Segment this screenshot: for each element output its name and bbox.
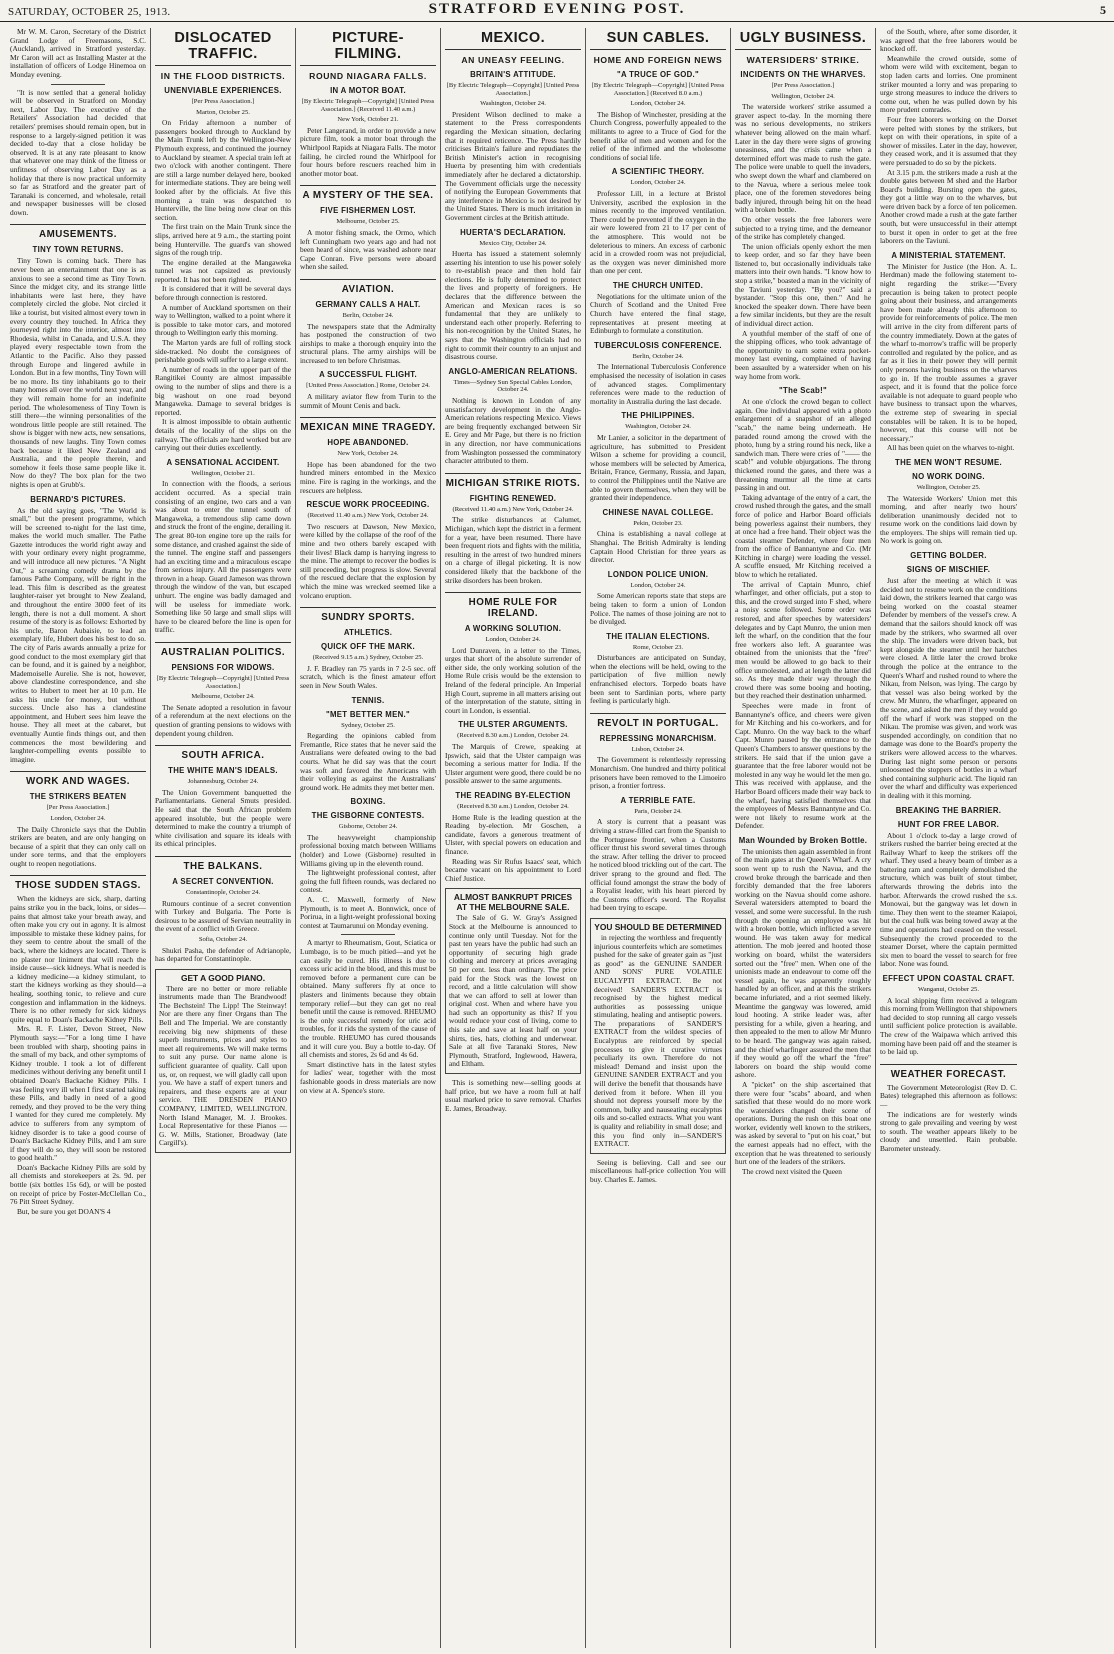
subheading: WATERSIDERS' STRIKE. [746, 55, 860, 65]
section-heading: WORK AND WAGES. [10, 771, 146, 787]
article-text: In connection with the floods, a serious accident occurred. As a special train consisting of an engine, two cars and a van was about to enter the tunnel south of Mangaweka, a tremendous slip came down and struck the front of the engine, derailing it. The great 80-ton engine tore up the rails for some distance, and crashed against the side of the tunnel. The engine staff and passengers had an exciting time and a miraculous escape from serious injury. All the passengers were thrown in a heap. Guard Jameson was thrown through the window of the van, but escaped unhurt. The engine was badly damaged and will be useless for immediate work. Something like 50 large and small slips will have to be cleared before the line is open for traffic. [155, 479, 291, 635]
subheading: Man Wounded by Broken Bottle. [738, 835, 868, 845]
article-text: Speeches were made in front of Bannantyne's office, and cheers were given for Mr Kitching and his co-workers, and for Capt. Munro. On the way back to the wharf Capt. Munro paused by the entrance to the Queen's Chambers to answer questions by the strikers. He said that if the union gave a guarantee that the free laborer would not be molested in any way he would let the men go. This was received with applause, and the Harbor Board officers made their way back to the wharf, having satisfied themselves that the employees of Messrs Bannantyne and Co. were not likely to resume work at the Defender. [735, 700, 871, 831]
article-text: It is considered that it will be several days before through connection is restored. [155, 284, 291, 303]
press-credit: [Per Press Association.] [771, 82, 835, 89]
subheading: REPRESSING MONARCHISM. [599, 733, 717, 743]
subheading: THE PHILIPPINES. [621, 411, 695, 421]
article-text: On Friday afternoon a number of passengers booked through to Auckland by the Main Trunk left by the Wellington-New Plymouth express, and continued the journey to Auckland by steamer. A special train left at two o'clock with another contingent. There are still a large number delayed here, booked for intermediate stations. They are being well looked after by the officials. At five this morning a train was despatched to Hunterville, the line being now clear on this section. [155, 118, 291, 222]
article-text: Home Rule is the leading question at the Reading by-election. Mr Goschen, a candidate, favors a generous treatment of Ulster, with special powers on education and finance. [445, 812, 581, 856]
dateline: Mexico City, October 24. [479, 239, 547, 247]
subheading: THE ITALIAN ELECTIONS. [606, 631, 710, 641]
dateline: Wanganui, October 25. [918, 986, 979, 993]
press-credit: [Per Press Association.] [191, 98, 255, 105]
subheading: THE GISBORNE CONTESTS. [311, 811, 425, 821]
article-text: Meanwhile the crowd outside, some of whom were wild with excitement, began to stop laden carts and lorries. One prominent striker mounted a lorry and was preparing to urge strong measures to induce the drivers to come out, when he was pulled down by his more prudent comrades. [880, 53, 1017, 115]
subheading: EFFECT UPON COASTAL CRAFT. [882, 974, 1015, 983]
article-text: Rumours continue of a secret convention with Turkey and Bulgaria. The Porte is desirous to be assured of Servian neutrality in the event of a conflict with Greece. [155, 898, 291, 934]
article-text: China is establishing a naval college at Shanghai. The British Admiralty is lending Captain Hood Christian for three years as director. [590, 529, 726, 565]
sanders-extract-advert [590, 918, 726, 1154]
subheading: NO WORK DOING. [912, 471, 985, 481]
article-text: The newspapers state that the Admiralty has postponed the construction of two airships to make a thorough enquiry into the structural plans. The army airships will be increased to ten before Christmas. [300, 321, 436, 365]
subheading: THE CHURCH UNITED. [612, 280, 704, 290]
article-text: On other vessels the free laborers were subjected to a trying time, and the demeanor of the strike has completely changed. [735, 214, 871, 242]
article-text: President Wilson declined to make a statement to the Press correspondents regarding the Mexican situation, declaring that it required reticence. The Press hardily criticises Britain's failure and repudiates the British Minister's action in recognising Huerta by presenting him with credentials immediately after he declared a dictatorship. The Government officials urge the necessity of notifying the European Governments that any interference in Mexico is not desired by the United States. There is much irritation in Government circles at the British attitude. [445, 109, 581, 222]
article-text: of the South, where, after some disorder, it was agreed that the free laborers would be knocked off. [880, 28, 1017, 54]
subheading: BERNARD'S PICTURES. [30, 494, 126, 504]
melbourne-sale-advert [445, 888, 581, 1074]
article-text: At one o'clock the crowd began to collect again. One individual appeared with a photo enlargement of a snapshot of an alleged "scab," the name being underneath. He paraded round among the crowd with the photo, hung by a string round his neck, like a sandwich man. There were cries of "—— the scab!" and voluble objurgations. The throng thickened round the gates, and there was a threatening murmur all the time at carts passing in and out. [735, 397, 871, 493]
subheading: LONDON POLICE UNION. [607, 569, 709, 579]
article-text: The arrival of Captain Munro, chief wharfinger, and other officials, put a stop to this, and the crowd surged into F shed, where a noisy scene followed. Some order was restored, and after speeches by watersiders' delegates and by Capt Munro, the union men left the wharf, on the condition that the four free workers also left. A guarantee was obtained from the unionists that the "free" men would be allowed to go back to their office unmolested, and at length the latter did so. As they made their way through the crowd there was some booing and hooting, but they reached their destination unharmed. [735, 579, 871, 701]
subheading: "A TRUCE OF GOD." [617, 70, 699, 79]
subheading: FIGHTING RENEWED. [469, 493, 557, 503]
subheading: RESCUE WORK PROCEEDING. [306, 500, 430, 510]
section-heading: WEATHER FORECAST. [880, 1064, 1017, 1080]
dateline: Wellington, October 25. [916, 483, 981, 491]
column-5 [586, 28, 731, 1648]
headline: SUN CABLES. [590, 30, 726, 50]
section-heading: AVIATION. [300, 279, 436, 295]
subheading: PENSIONS FOR WIDOWS. [171, 663, 275, 673]
subheading: GETTING BOLDER. [910, 551, 987, 561]
article-text: The Daily Chronicle says that the Dublin strikers are beaten, and are only hanging on because of a spirit that they can only call on under sore terms, and that the employers ought to reopen negotiations. [10, 824, 146, 868]
article-text: Hope has been abandoned for the two hundred miners entombed in the Mexico mine. Fire is raging in the workings, and the rescuers are helpless. [300, 459, 436, 495]
advert-text: But, be sure you get DOAN'S 4 [17, 1206, 111, 1216]
subheading: ATHLETICS. [343, 628, 393, 638]
dateline: Melbourne, October 25. [336, 218, 400, 226]
column-1 [6, 28, 151, 1648]
article-text: The heavyweight championship professional boxing match between Williams (holder) and Lowe (Gisborne) resulted in Williams giving up in the eleventh round. [300, 832, 436, 868]
subheading: A TERRIBLE FATE. [620, 795, 696, 805]
subheading: THE STRIKERS BEATEN [29, 792, 127, 802]
divider [341, 934, 395, 935]
headline: MEXICO. [445, 30, 581, 50]
column-6 [731, 28, 876, 1648]
article-text: A. C. Maxwell, formerly of New Plymouth, is to meet A. Bonnwick, once of Porirua, in a light-weight professional boxing contest at Taumarunui on Monday evening. [300, 895, 436, 930]
section-heading: A MYSTERY OF THE SEA. [300, 185, 436, 201]
article-text: The Government is relentlessly repressing Monarchism. One hundred and thirty political prisoners have been removed to the Limoeiro prison, a frontier fortress. [590, 755, 726, 791]
article-text: The union officials openly exhort the men to keep order, and so far they have been listened to, but occasionally individuals take matters into their own hands. "I know how to stop a strike," boasted a man in the vicinity of the Taviuni yesterday. "By you?" said a bystander. "Stop this one, then." And he knocked the speaker down. There have been a few similar incidents, but they are the result of individual direct action. [735, 241, 871, 329]
dateline: Lisbon, October 24. [631, 745, 685, 753]
article-text: Four free laborers working on the Dorset were pelted with stones by the strikers, but kept on with their operations, in spite of a shower of missiles. Later in the day, however, they ceased work, and it is assumed that they were persuaded to do so by the pickets. [880, 114, 1017, 167]
article-text: Taking advantage of the entry of a cart, the crowd rushed through the gates, and the small force of police and Harbor Board officials being powerless against their numbers, they at once had a free hand. Their object was the coastal steamer Defender, where four men from the office of Bannantyne and Co. (Mr Kitching in charge) were loading the vessel. A scuffle ensued, Mr Kitching received a blow to which he retaliated. [735, 492, 871, 580]
advert-text: Seeing is believing. Call and see our miscellaneous half-price collection You will buy. Charles E. James. [590, 1157, 726, 1184]
subheading: QUICK OFF THE MARK. [320, 642, 416, 652]
subheading: BOXING. [350, 797, 386, 807]
article-text: A youthful member of the staff of one of the shipping offices, who took advantage of the opportunity to earn some extra pocket-money last evening, complained of having been assaulted by a watersider when on his way home from work. [735, 328, 871, 381]
masthead [0, 0, 1114, 22]
advert-text: The Sale of G. W. Gray's Assigned Stock at the Melbourne is announced to continue only until Tuesday. Not for the past ten years have the public had such an opportunity of securing high grade clothing and mercery at prices averaging 50 per cent. less than ordinary. The price paid for the Stock was the lowest on record, and a little calculation will show that we can afford to sell at lower than original cost. When and where have you had such an opportunity as this? If you would reduce your cost of living, come to this sale and save at least half on your shirts, ties, hats, clothing and underwear. Sale at all five Taranaki Stores, New Plymouth, Stratford, Inglewood, Hawera, and Eltham. [449, 913, 577, 1069]
section-heading: AUSTRALIAN POLITICS. [155, 642, 291, 658]
dateline: Wellington, October 21. [191, 469, 255, 477]
section-heading: THE BALKANS. [155, 856, 291, 872]
article-text: Shukri Pasha, the defender of Adrianople, has departed for Constantinople. [155, 945, 291, 964]
press-credit: [By Electric Telegraph—Copyright] [United Press Association.] [156, 675, 290, 690]
article-text: The Government Meteorologist (Rev D. C. Bates) telegraphed this afternoon as follows:— [880, 1082, 1017, 1109]
advert-text: There are no better or more reliable instruments made than The Brandwood! The Bechstein! The Lipp! The Steinway! Nor are there any finer Organs than The Bell and The Imperial. We are constantly receiving big new shipments of these superb instruments, prices and styles to meet all requirements. We will make terms to suit any purse. Our name alone is sufficient guarantee of quality. Call upon us, or, on request, we will gladly call upon you. We have a staff of expert tuners and repairers, and these experts are at your service. THE DRESDEN PIANO COMPANY, LIMITED, WELLINGTON. North Island Manager, M. J. Brookes. Local Representative for these Pianos —G. W. Mills, Stationer, Broadway (late Cargill's). [159, 983, 287, 1148]
subheading: GERMANY CALLS A HALT. [315, 299, 421, 309]
article-text: "It is now settled that a general holiday will be observed in Stratford on Monday next, Labor Day. The executive of the Retailers' Association had decided that retailers' premises should remain open, but in response to a largely-signed petition it was decided to-day that a close holiday be observed. It is at any rate pleasant to know that whatever one may think of the fitness or unfitness of observing Labor Day as a holiday that there is now practical unformity so far as Stratford and the greater part of Taranaki is concerned, and wholesale, retail and newspaper businesses will be closed down. [10, 87, 146, 217]
dateline: Melbourne, October 24. [191, 693, 255, 701]
article-text: The Minister for Justice (the Hon. A. L. Herdman) made the following statement to-night regarding the strike:—"Every precaution is being taken to protect people going about their business, and arrangements have been made already this afternoon to provide for reinforcements of police. The men will arrive in the city from different parts of the country immediately. Down at the gates of the wharf to-morrow's traffic will be properly controlled and regulated by the police, and as far as it lies in their power they will permit only persons having business on the wharves to go in. If the trouble assumes a graver aspect, and it is found that the police force available is not adequate to guard people who have business to transact upon the wharves, the extreme step of swearing in special constables will be taken. It is to be hoped, however, that this course will not be necessary." [880, 261, 1017, 443]
subheading: A WORKING SOLUTION. [464, 624, 562, 634]
subheading: ANGLO-AMERICAN RELATIONS. [448, 366, 578, 376]
dateline: Gisborne, October 24. [338, 823, 398, 831]
divider [51, 84, 105, 85]
subheading: A MINISTERIAL STATEMENT. [891, 250, 1006, 260]
article-text: About 1 o'clock to-day a large crowd of strikers rushed the barrier being erected at the Railway Wharf to keep the strikers off the wharf. They used a heavy beam of timber as a battering ram and completely demolished the structure, which was built of stout timber, afterwards throwing the debris into the harbor. Afterwards the crowd rushed the s.s. Monowai, but the gangway was let down in time. They then went to the steamer Kaiapoi, but the coal hulk was being towed away at the time and operations had ceased on the vessel. Subsequently the crowd proceeded to the steamer Dorset, where the captain permitted six men to board the vessel to search for free labor. None was found. [880, 830, 1017, 969]
article-text: The Marquis of Crewe, speaking at Ipswich, said that the Ulster campaign was becoming a serious matter for India. If the Ulster argument were good, there could be no possible answer to the same arguments. [445, 742, 581, 786]
subheading: HUERTA'S DECLARATION. [460, 227, 566, 237]
dateline: Paris, October 24. [634, 807, 682, 815]
subheading: THE MEN WON'T RESUME. [895, 457, 1002, 467]
dateline: Constantinople, October 24. [185, 888, 261, 896]
advert-text: in rejecting the worthless and frequently injurious counterfeits which are sometimes pushed for the sake of greater gain as "just as good" as the GENUINE SANDER AND SONS' PURE VOLATILE EUCALYPTI EXTRACT. Be not deceived! SANDER'S EXTRACT is recognised by the highest medical authorities as possessing unique stimulating, healing and antiseptic powers. The preparations of SANDER'S EXTRACT from the wildest species of Eucalyptus are reinforced by special processes to give it curative virtues peculiarly its own. Therefore do not mislead! Demand and insist upon the GENUINE SANDER EXTRACT and you will derive the benefit that thousands have derived from it before. When ill you should not depress yourself more by the common, bulky and nauseating eucalyptus oils and so-called extracts. What you want is quality and reliability in small dose; and this you find only in—SANDER'S EXTRACT. [594, 932, 722, 1149]
article-text: The International Tuberculosis Conference emphasised the necessity of isolation in cases of advanced stages. Complimentary references were made to the reduction of mortality in Australia during the last decade. [590, 362, 726, 406]
issue-date: SATURDAY, OCTOBER 25, 1913. [8, 6, 171, 18]
subheading: SIGNS OF MISCHIEF. [906, 565, 991, 575]
subheading: IN A MOTOR BOAT. [330, 86, 406, 95]
headline: PICTURE-FILMING. [300, 30, 436, 66]
section-heading: HOME RULE FOR IRELAND. [445, 592, 581, 619]
dateline: Berlin, October 24. [342, 311, 394, 319]
article-text: The Waterside Workers' Union met this morning, and after nearly two hours' deliberation unanimously decided not to resume work on the conditions laid down by the employers. The ships will remain tied up. No work is going on. [880, 493, 1017, 546]
subheading: "MET BETTER MEN." [326, 709, 410, 719]
subheading: INCIDENTS ON THE WHARVES. [740, 70, 866, 79]
subheading: THE READING BY-ELECTION [455, 791, 571, 800]
dateline: New York, October 24. [337, 450, 399, 458]
headline: UGLY BUSINESS. [735, 30, 871, 50]
article-text: A number of roads in the upper part of the Rangitikei County are almost impassible owing to the number of slips and there is a big washout on one road beyond Mangaweka. Damage to several bridges is reported. [155, 364, 291, 417]
article-text: The lightweight professional contest, after going the full fifteen rounds, was declared no contest. [300, 868, 436, 895]
subheading: IN THE FLOOD DISTRICTS. [160, 71, 286, 81]
press-credit: [Per Press Association.] [46, 804, 110, 812]
subheading: A SECRET CONVENTION. [172, 876, 274, 886]
dateline: London, October 24. [630, 100, 686, 108]
article-text: The Senate adopted a resolution in favour of a referendum at the next elections on the question of granting pensions to widows with dependent young children. [155, 702, 291, 738]
subheading: FIVE FISHERMEN LOST. [320, 206, 416, 216]
subheading: THE ULSTER ARGUMENTS. [458, 720, 568, 730]
section-heading: REVOLT IN PORTUGAL. [590, 713, 726, 729]
section-heading: SUNDRY SPORTS. [300, 607, 436, 623]
article-text: The Marton yards are full of rolling stock side-tracked. No doubt the consignees of perishable goods will suffer to a large extent. [155, 338, 291, 365]
subheading: TENNIS. [351, 695, 385, 705]
subheading: TUBERCULOSIS CONFERENCE. [594, 340, 722, 350]
dateline: Sofia, October 24. [198, 935, 248, 943]
subheading: HOPE ABANDONED. [327, 438, 409, 448]
article-text: A military aviator flew from Turin to the summit of Mount Cenis and back. [300, 392, 436, 410]
section-heading: MICHIGAN STRIKE RIOTS. [445, 473, 581, 489]
dateline: (Received 8.30 a.m.) London, October 24. [457, 803, 569, 810]
article-text: The Bishop of Winchester, presiding at the Church Congress, powerfully appealed to the militants to agree to a Truce of God for the benefit alike of men and women and for the relief of the infirmed and the wholesome conditions of social life. [590, 109, 726, 162]
subheading: HOME AND FOREIGN NEWS [593, 55, 723, 65]
advert-text: When the kidneys are sick, sharp, darting pains strike you in the back, loins, or sides—pains that almost take your breath away, and often make you cry out in agony. It is almost impossible to mistake these kidney pains, for they seem to centre about the small of the back, where the kidneys are located. There is no plaster nor liniment that will reach the inside cause—sick kidneys. What is needed is a kidney medicine—a kidney stimulant, to start the kidneys working as they should—a healing, soothing tonic, to relieve and cure congestion and inflammation in the kidneys. There is no other remedy for sick kidneys quite equal to Doan's Backache Kidney Pills. [10, 894, 146, 1024]
dateline: London, October 24. [630, 179, 686, 187]
advert-text: Doan's Backache Kidney Pills are sold by all chemists and storekeepers at 2s. 9d. per bottle (six bottles 15s 6d), or will be posted on receipt of price by Foster-McClellan Co., 76 Pitt Street Sydney. [10, 1162, 146, 1207]
article-text: The indications are for westerly winds strong to gale prevailing and veering by west to south. The weather appears likely to be cloudy and unsettled. Rain probable. Barometer unsteady. [880, 1109, 1017, 1153]
press-credit: Times—Sydney Sun Special Cables London, October 24. [453, 378, 573, 394]
article-text: Mr W. M. Caron, Secretary of the District Grand Lodge of Freemasons, S.C. (Auckland), arrived in Stratford yesterday. Mr Caron will act as Installing Master at the installation of officers of Lodge Hinemoa on Monday evening. [10, 28, 146, 79]
dateline: London, October 24. [50, 814, 106, 822]
dateline: (Received 9.15 a.m.) Sydney, October 25. [312, 654, 424, 662]
article-text: Mr Lanier, a solicitor in the department of agriculture, has submitted to President Wilson a scheme for providing a council, whose members will be selected by America, Britain, France, Germany, Russia, and Japan, to control the Philippines until the Native are able to govern themselves, when they will be granted their independence. [590, 433, 726, 503]
section-heading: MEXICAN MINE TRAGEDY. [300, 417, 436, 433]
dateline: Wellington, October 24. [771, 92, 835, 100]
dateline: London, October 24. [485, 636, 541, 644]
dateline: (Received 11.40 a.m.) New York, October 24. [307, 512, 429, 520]
article-text: A number of Auckland sportsmen on their way to Wellington, walked to a point where it is possible to take motor cars, and motored through to Wellington early this morning. [155, 302, 291, 338]
article-text: The crowd next visited the Queen [742, 1166, 842, 1176]
article-text: Peter Langerand, in order to provide a new picture film, took a motor boat through the Whirlpool Rapids at Niagara Falls. The motor failing, he circled round the Whirlpool for four hours before rescuers reached him in another motor boat. [300, 125, 436, 178]
dateline: Washington, October 24. [480, 100, 546, 108]
section-heading: AMUSEMENTS. [10, 224, 146, 240]
piano-advert [155, 969, 291, 1153]
dateline: Marton, October 25. [196, 108, 250, 116]
article-text: All has been quiet on the wharves to-night. [887, 443, 1015, 453]
subheading: ROUND NIAGARA FALLS. [309, 71, 427, 81]
column-2 [151, 28, 296, 1648]
article-text: Disturbances are anticipated on Sunday, when the elections will be held, owing to the participation of five million newly enfranchised electors. Torpedo boats have been sent to Sardinian ports, where party feeling is particularly high. [590, 653, 726, 706]
newspaper-title: STRATFORD EVENING POST. [428, 1, 686, 17]
dateline: London, October 24. [630, 581, 686, 589]
section-heading: THOSE SUDDEN STAGS. [10, 875, 146, 891]
subheading: A SENSATIONAL ACCIDENT. [166, 457, 280, 467]
article-text: The unionists then again assembled in front of the main gates at the Queen's Wharf. A cry soon went up to rush the Navua, and the crowd broke through the barricade and then forcibly demanded that the free laborers working on the Navua should come ashore. Several watersiders attempted to board the vessel, and some were successful. In the rush through the opening an employee was hit with a broken bottle, which inflicted a severe wound. He was taken away for medical attention. The mob jeered and hooted those working on board, whilst the watersiders sorted out the "free" men. When one of the unionists made an endeavour to come off the vessel again, he was apparently roughly handled by an officer, and at this the strikers became infuriated, and a riot seemed likely. Meantime the gangway was lowered, amid loud hooting. A strike leader was, after persisting for a while, given a hearing, and then appealed to the men to allow Mr Munro to be heard. The gangway was again raised, and the chief wharfinger assured the men that if they would go off the wharf the "free" laborers on board the ship would come ashore. [735, 846, 871, 1080]
article-text: The Union Government banquetted the Parliamentarians. General Smuts presided. He said that the South African problem appeared insoluble, but the people were determined to make the country a triumph of white civilisation and square its ideals with its ethical principles. [155, 787, 291, 849]
subheading: BRITAIN'S ATTITUDE. [470, 70, 556, 79]
article-text: Tiny Town is coming back. There has never been an entertainment that one is as anxious to see a second time as Tiny Town. Since the midget city, and its strange little inhabitants were last here, they have completely circled the globe. Not circled it like a tourist, but visited almost every town in every country they touched. In Africa they journeyed right into the interior, almost into Rhodesia, whilst in Canada, and U.S.A. they played every respectable town from the Atlantic to the Pacific. Also they passed through Europe and lingered awhile in London. But in a few months, Tiny Town will be no more. Its tiny inhabitants go to their many homes all over the world next year, and they will remain home for an indefinite period. The wholesomeness of Tiny Town is still there—the winning personalities of the wondrous little people are still retained. The show is bigger with new acts, new sensations, thousands of new laughs. Tiny Town comes back because it liked New Zealand and Australia, and the people therein, and somehow it feels those same people like it. Now do they? The box plan for the two nights is open at Grubb's. [10, 256, 146, 489]
article-text: Nothing is known in London of any unsatisfactory development in the Anglo-American relations respecting Mexico. Views are being frequently exchanged between Sir E. Grey and Mr Page, but there is no friction in any direction, nor have communications from Washington possessed the comminatory character attributed to them. [445, 396, 581, 466]
subheading: HUNT FOR FREE LABOR. [897, 819, 1000, 829]
dateline: (Received 8.30 a.m.) London, October 24. [457, 732, 569, 740]
press-credit: [United Press Association.] Rome, October 24. [306, 382, 430, 390]
article-text: It is almost impossible to obtain authentic details of the locality of the slips on the railway. The officials are hard worked but are carrying out their duties excellently. [155, 417, 291, 453]
headline: DISLOCATED TRAFFIC. [155, 30, 291, 66]
page-number: 5 [1100, 3, 1106, 17]
dateline: Pekin, October 23. [633, 519, 683, 527]
article-text: The engine derailed at the Mangaweka tunnel was not capsized as previously reported. It has not been righted. [155, 257, 291, 284]
article-text: J. F. Bradley ran 75 yards in 7 2-5 sec. off scratch, which is the finest amateur effort seen in New South Wales. [300, 663, 436, 690]
article-text: A motor fishing smack, the Ormo, which left Cunningham two years ago and had not been heard of since, was washed ashore near Cape Conran. Five persons were aboard when she sailed. [300, 227, 436, 272]
subheading: "The Scab!" [779, 386, 827, 396]
article-text: Some American reports state that steps are being taken to form a union of London Police. The names of those joining are not to be divulged. [590, 591, 726, 627]
article-text: Huerta has issued a statement solemnly asserting his intention to use his power solely to re-establish peace and then hold fair elections. He is fully determined to protect the lives and property of foreigners. He declares that the difference between the American and Mexican races is so fundamental that they are unlikely to understand each other properly. Referring to his non-recognition by the United States, he says that the Washington officials had no right to commit their country to an unjust and disastrous course. [445, 249, 581, 362]
article-text: The first train on the Main Trunk since the slips, arrived here at 9 a.m., the starting point being Hunterville. The guard's van showed signs of the rough trip. [155, 222, 291, 258]
press-credit: [By Electric Telegraph—Copyright] [United Press Association.] (Received 8.0 a.m.) [591, 82, 725, 97]
advert-heading: GET A GOOD PIANO. [180, 972, 266, 983]
advert-heading: YOU SHOULD BE DETERMINED [594, 921, 722, 932]
subheading: A SUCCESSFUL FLIGHT. [319, 370, 417, 380]
article-text: Professor Lill, in a lecture at Bristol University, ascribed the explosion in the mines recently to the improved ventilation. There could be prevented if the oxygen in the air were lowered from 21 to 17 per cent of the atmosphere. This would not be deleterious to miners. An excess of carbonic acid in a crowded room was not prejudicial, as the oxygen was never diminished more than one per cent. [590, 188, 726, 276]
advert-heading: ALMOST BANKRUPT PRICES AT THE MELBOURNE SALE. [453, 892, 573, 913]
article-text: Regarding the opinions cabled from Fremantle, Rice states that he never said the Australians were defeated owing to the bad courts. What he did say was that the court was soft and favored the Americans with their volleying as against the Australians' ground work. He admits they met better men. [300, 731, 436, 792]
advert-text: Smart distinctive hats in the latest styles for ladies' wear, together with the most fashionable goods in dress materials are now on view at A. Spence's store. [300, 1059, 436, 1095]
subheading: A SCIENTIFIC THEORY. [611, 167, 705, 177]
dateline: Rome, October 23. [632, 643, 684, 651]
dateline: Johannesburg, October 24. [187, 778, 259, 786]
subheading: THE WHITE MAN'S IDEALS. [168, 766, 278, 776]
dateline: (Received 11.40 a.m.) New York, October 24. [452, 505, 574, 513]
article-text: At 3.15 p.m. the strikers made a rush at the double gates between M shed and the Harbor Board's building. Bursting open the gates, they got a little way on to the wharves, but were driven back by a force of ten policemen. Another crowd made a rush at the gate farther south, but were unsuccessful in their attempt to burst it open in order to get at the free laborers on the Taviuni. [880, 167, 1017, 246]
advert-text: This is something new—selling goods at half price, but we have a room full at half usual marked price to save removal. Charles E. James, Broadway. [445, 1078, 581, 1113]
subheading: CHINESE NAVAL COLLEGE. [602, 507, 714, 517]
dateline: Sydney, October 25. [341, 721, 395, 729]
article-text: Lord Dunraven, in a letter to the Times, urges that short of the absolute surrender of either side, the only working solution of the Home Rule crisis would be the extension to Ireland of the federal principle. An Imperial High Court, supreme in all matters arising out of the interpretation of the statute, sitting in court in London, is essential. [445, 645, 581, 715]
article-text: A "picket" on the ship ascertained that there were four "scabs" aboard, and when satisfied that these would do no more work the watersiders changed their scene of operations. During the rush on this boat one worker, evidently well known to the strikers, was asked by several to "put on his coat," but the earnest appeals had no effect, with the exception that he was threatened to seriously hurt one of the leaders of the strikers. [735, 1079, 871, 1167]
press-credit: [By Electric Telegraph—Copyright] [United Press Association.] (Received 11.40 a.m.) [301, 98, 435, 113]
article-text: Just after the meeting at which it was decided not to resume work on the conditions laid down, the strikers learned that cargo was being worked on the coastal steamer Defender by members of the vessel's crew. A demand that the sailors should knock off was made by the strikers, who swarmed all over the ship. The invaders were driven back, but kept alongside the steamer until her hatches were closed. A little later the crowd broke through the police at the entrance to the Queen's Wharf and rushed round to where the Nikau, from Nelson, was lying. The cargo by that vessel was also being worked by the crew. Mr Munro, the wharfinger, appeared on the scene, and asked the men if they would go off the wharf if work was stopped on the Nikau. The promise was given, and work was suspended accordingly, on condition that no damage was done to the Board's property the strikers were allowed access to the wharves. During last night some person or persons unloosened the stoppers of bottles in a wharf shed containing sulphuric acid. The liquid ran over the wharf and difficulty was experienced in dealing with it this morning. [880, 576, 1017, 800]
subheading: BREAKING THE BARRIER. [895, 805, 1002, 815]
article-text: The strike disturbances at Calumet, Michigan, which kept the district in a ferment for a year, have been resumed. There have been frequent riots and fights with the militia, resulting in the arrest of two hundred miners on a charge of illegal picketing. It is now considered likely that the backbone of the strike disorders has been broken. [445, 515, 581, 585]
subheading: TINY TOWN RETURNS. [32, 245, 124, 255]
subheading: UNENVIABLE EXPERIENCES. [164, 86, 282, 95]
article-text: As the old saying goes, "The World is small," but the present programme, which will be screened to-night for the last time, makes the world much smaller. The Pathe Gazette introduces the world right away and with your ordinary every night programme, and will introduce all new pictures. "A Night Out," a screaming comedy drama by the famous Pathe Company, will be right in the lead. This film is described as the greatest laughter-raiser yet brought to New Zealand, and throughout the entire 3000 feet of its length, there is not a dull moment. A short resume of the story is as follows: Exhorted by his uncle, Baron Aubaisie, to lead an exemplary life, Hubert does his best to do so. The city of Paris awards annually a prize for good conduct to the most exemplary girl that can be found, and it is gained by a neighbor, Mademoiselle Aurelie. She is not, however, above clandestine correspondence, and she writes to Hubert to meet her at 10 p.m. He asks his uncle for money, but without success. Uncle also has a clandestine appointment, and Hubert sees him leave the house. They all meet at the cabaret, but eventually Auntie finds things out, and then commences the most bewildering and laughter-compelling events possible to imagine. [10, 505, 146, 764]
article-text: A local shipping firm received a telegram this morning from Wellington that shipowners had decided to stop running all cargo vessels until sufficient police protection is available. The crew of the Waipawa which arrived this morning have been paid off and the steamer is to be laid up. [880, 995, 1017, 1057]
dateline: New York, October 21. [337, 116, 399, 124]
news-columns [6, 28, 1108, 1648]
dateline: Berlin, October 24. [632, 352, 684, 360]
column-4 [441, 28, 586, 1648]
article-text: Reading was Sir Rufus Isaacs' seat, which became vacant on his appointment to Lord Chief Justice. [445, 856, 581, 883]
article-text: Negotiations for the ultimate union of the Church of Scotland and the United Free Church have entered the final stage, representatives at present meeting at Edinburgh to formulate a constitution. [590, 291, 726, 336]
press-credit: [By Electric Telegraph—Copyright] [United Press Association.] [446, 82, 580, 97]
section-heading: SOUTH AFRICA. [155, 745, 291, 761]
article-text: The waterside workers' strike assumed a graver aspect to-day. In the morning there was no serious developments, no strikers whatever being allowed on the main wharf. Later in the day there were signs of growing uneasiness, and the crisis came when a determined effort was made to rush the gate. The police were unable to quell the invaders, who swept down the wharf and clambered on to the Navua, where a serious melee took place, one of the foremen stevedores being badly injured, through being hit on the head with a broken bottle. [735, 102, 871, 215]
advert-text: Mrs. R. F. Lister, Devon Street, New Plymouth says:—"For a long time I have been troubled with sharp, shooting pains in the small of my back, and other symptoms of Kidney trouble. I took a lot of different medicines without deriving any benefit until I obtained Doan's Backache Kidney Pills. I was feeling very ill when I first started taking these Pills, and badly in need of a good remedy, and they proved to be the very thing I wanted for they cured me completely. My advice to sufferers from any symptom of kidney disorder is to take a good course of Doan's Backache Kidney Pills, and I am sure if they will do so, they will soon be restored to good health." [10, 1024, 146, 1163]
article-text: A story is current that a peasant was driving a straw-filled cart from the Spanish to the Portuguese frontier, when a Customs officer thrust his sword several times through the straw. After telling the driver to proceed he noticed blood trickling out of the cart. The driver sprang to the ground and fled. The official found amongst the straw the body of a Royalist leader, with his heart pierced by the Customs officer's sword. The Royalist had been trying to escape. [590, 817, 726, 913]
column-7 [876, 28, 1021, 1648]
subheading: AN UNEASY FEELING. [461, 55, 565, 65]
dateline: Washington, October 24. [625, 423, 691, 431]
column-3 [296, 28, 441, 1648]
article-text: Two rescuers at Dawson, New Mexico, were killed by the collapse of the roof of the mine and two others barely escaped with their lives! Black damp is harrying ingress to the mine. The attempt to recover the bodies is still proceeding, but progress is slow. Several of the rescued declare that the explosion by which the mine was wrecked seemed like a volcano eruption. [300, 521, 436, 600]
advert-text: A martyr to Rheumatism, Gout, Sciatica or Lumbago, is to be much pitied—and yet he can easily be cured. His illness is due to excess uric acid in the blood, and this must be removed before a permanent cure can be obtained. Many sufferers fly at once to plasters and liniments because they obtain temporary relief—but they can get no real benefit until the cause is removed. RHEUMO is the only successful remedy for uric acid troubles, for it rids the system of the cause of the trouble. RHEUMO has cured thousands and it will cure you. Buy a bottle to-day. Of all chemists and stores, 2s 6d and 4s 6d. [300, 938, 436, 1060]
